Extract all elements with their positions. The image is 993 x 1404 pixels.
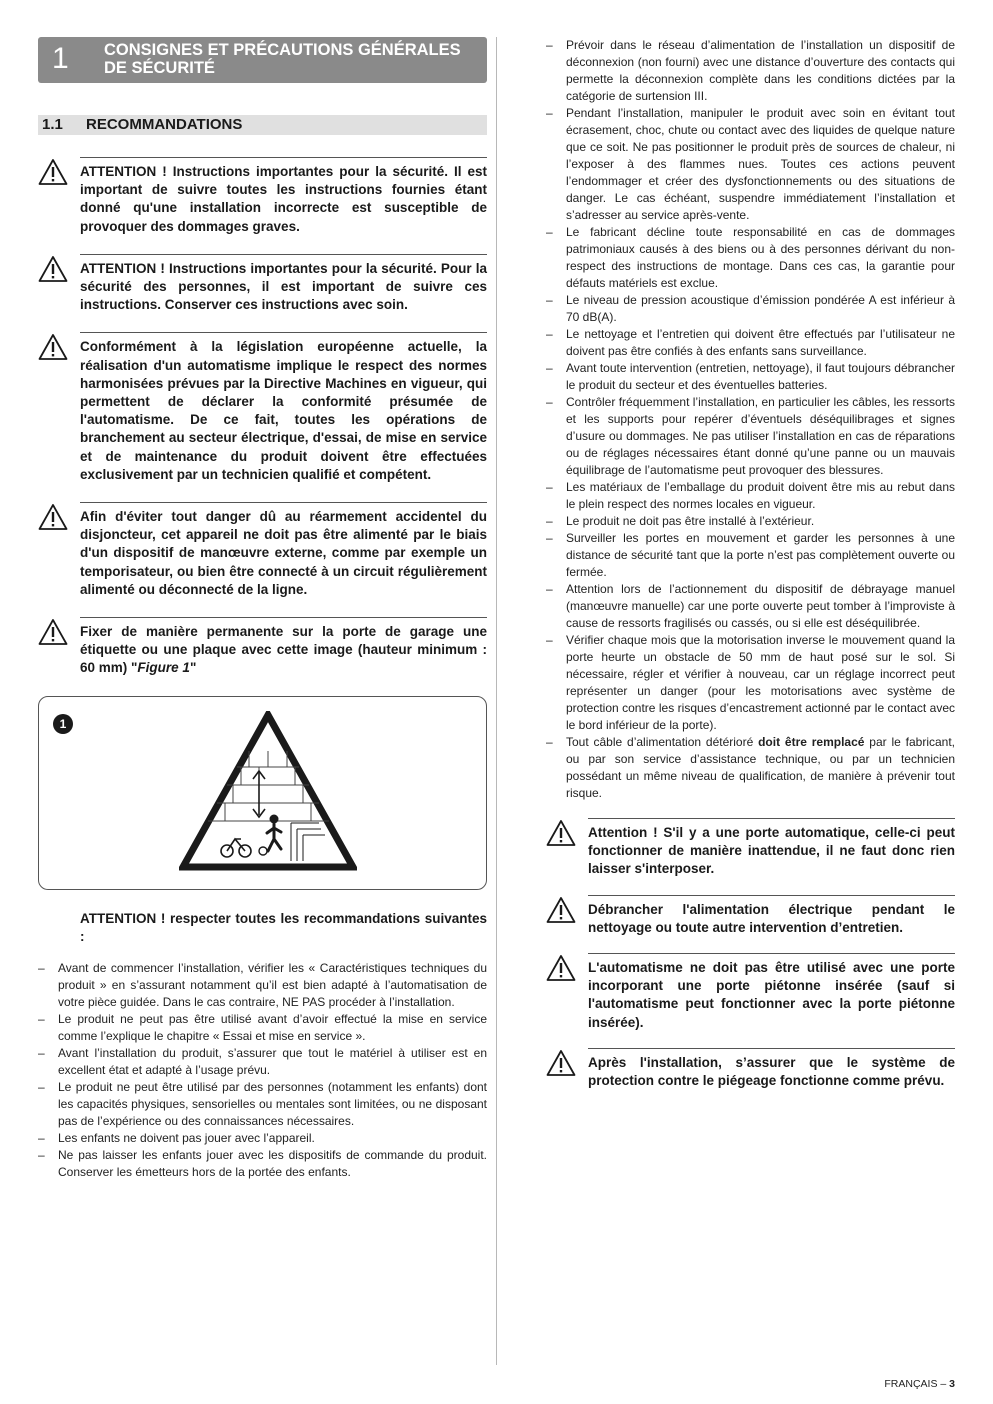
column-divider [496, 37, 497, 1365]
chapter-title: CONSIGNES ET PRÉCAUTIONS GÉNÉRALES DE SÉCURITÉ [104, 41, 461, 77]
figure-number-badge: 1 [53, 714, 73, 734]
left-recommendation-list [38, 960, 487, 1181]
warning-block: Attention ! S'il y a une porte automatique, celle-ci peut fonctionner de manière inattendue, il ne faut donc rien laisser s'interposer. [546, 818, 955, 879]
list-item: – Le produit ne peut pas être utilisé avant d’avoir effectué la mise en service comme l’explique le chapitre « Essai et mise en service ». [38, 1011, 487, 1045]
section-title: RECOMMANDATIONS [86, 116, 243, 133]
list-item: – Les enfants ne doivent pas jouer avec l’appareil. [38, 1130, 487, 1147]
chapter-number: 1 [52, 42, 69, 75]
warning-triangle-icon [38, 503, 68, 531]
warning-triangle-icon [38, 333, 68, 361]
right-column [546, 37, 955, 1090]
list-item: – Le fabricant décline toute responsabilité en cas de dommages patrimoniaux causés à des biens ou à des personnes dérivant du non-respect des instructions de montage. Dans ces cas, la garantie pour défauts matériels est exclue. [546, 224, 955, 292]
list-item: – Attention lors de l’actionnement du dispositif de débrayage manuel (manœuvre manuelle) car une porte ouverte peut tomber à l’improviste à cause de ressorts fragilisés ou cassés, ou si elle est déséquilibrée. [546, 581, 955, 632]
list-item: – Avant de commencer l’installation, vérifier les « Caractéristiques techniques du produit » en s’assurant notamment qu’il est bien adapté à l’automatisation de votre pièce guidée. Dans le cas contraire, NE PAS procéder à l’installation. [38, 960, 487, 1011]
list-item: – Les matériaux de l’emballage du produit doivent être mis au rebut dans le plein respect des normes locales en vigueur. [546, 479, 955, 513]
figure-1 [38, 696, 487, 890]
list-item: – Avant toute intervention (entretien, nettoyage), il faut toujours débrancher le produit du secteur et des éventuelles batteries. [546, 360, 955, 394]
warning-triangle-icon [546, 819, 576, 847]
warning-triangle-child-garage-door-icon [179, 711, 357, 871]
page-footer [884, 1378, 955, 1390]
left-warnings [38, 157, 487, 678]
list-item: – Pendant l’installation, manipuler le produit avec soin en évitant tout écrasement, choc, chute ou contact avec des liquides de quelque nature que ce soit. Ne pas positionner le produit près de sources de chaleur, ni l’exposer à des flammes nues. Toutes ces actions peuvent l’endommager et créer des dysfonctionnements ou des situations de danger. Le cas échéant, suspendre immédiatement l’installation et s’adresser au service après-vente. [546, 105, 955, 224]
page-number: 3 [949, 1378, 955, 1390]
list-item: – Avant l’installation du produit, s’assurer que tout le matériel à utiliser est en excellent état et adapté à l’usage prévu. [38, 1045, 487, 1079]
warning-block: Conformément à la législation européenne actuelle, la réalisation d'un automatisme implique le respect des normes harmonisées prévues par la Directive Machines en vigueur, qui permettent de déclarer la conformité présumée de l'automatisme. De ce fait, toutes les opérations de branchement au secteur électrique, d'essai, de mise en service et de maintenance du produit doivent être effectuées exclusivement par un technicien qualifié et compétent. [38, 332, 487, 484]
warning-block-figure-label: Fixer de manière permanente sur la porte de garage une étiquette ou une plaque avec cette image (hauteur minimum : 60 mm) "Figure 1" [38, 617, 487, 678]
figure-reference: Figure 1 [137, 660, 190, 676]
list-item: – Le produit ne peut être utilisé par des personnes (notamment les enfants) dont les capacités physiques, sensorielles ou mentales sont limitées, ou ne disposant pas de l’expérience ou des connaissances nécessaires. [38, 1079, 487, 1130]
list-item: – Ne pas laisser les enfants jouer avec les dispositifs de commande du produit. Conserver les émetteurs hors de la portée des enfants. [38, 1147, 487, 1181]
warning-block: Afin d'éviter tout danger dû au réarmement accidentel du disjoncteur, cet appareil ne doit pas être alimenté par le biais d'un dispositif de manœuvre externe, comme par exemple un temporisateur, ou bien être connecté à un circuit régulièrement alimenté ou déconnecté de la ligne. [38, 502, 487, 599]
warning-block: ATTENTION ! Instructions importantes pour la sécurité. Il est important de suivre toutes les instructions fournies étant donné qu'une installation incorrecte est susceptible de provoquer des dommages graves. [38, 157, 487, 236]
warning-triangle-icon [546, 954, 576, 982]
warning-block: Après l'installation, s’assurer que le système de protection contre le piégeage fonctionne comme prévu. [546, 1048, 955, 1090]
list-item: – Tout câble d’alimentation détérioré doit être remplacé par le fabricant, ou par son service d’assistance technique, ou par un technicien possédant un même niveau de qualification, de manière à prévenir tout risque. [546, 734, 955, 802]
section-number: 1.1 [42, 116, 63, 133]
warning-triangle-icon [546, 1049, 576, 1077]
warning-block: L'automatisme ne doit pas être utilisé avec une porte incorporant une porte piétonne insérée (sauf si l'automatisme peut fonctionner avec la porte piétonne insérée). [546, 953, 955, 1032]
list-item: – Surveiller les portes en mouvement et garder les personnes à une distance de sécurité tant que la porte n’est pas complètement ouverte ou fermée. [546, 530, 955, 581]
left-column [38, 37, 487, 1181]
list-item: – Contrôler fréquemment l’installation, en particulier les câbles, les ressorts et les supports pour repérer d’éventuels déséquilibrages et signes d’usure ou dommages. Ne pas utiliser l’installation en cas de réparations ou de réglages nécessaires étant donné qu’une panne ou un mauvais équilibrage de l’automatisme peut provoquer des blessures. [546, 394, 955, 479]
attention-heading: ATTENTION ! respecter toutes les recommandations suivantes : [80, 910, 487, 944]
warning-block: Débrancher l'alimentation électrique pendant le nettoyage ou toute autre intervention d’entretien. [546, 895, 955, 937]
warning-triangle-icon [38, 255, 68, 283]
warning-block: ATTENTION ! Instructions importantes pour la sécurité. Pour la sécurité des personnes, il est important de suivre ces instructions. Conserver ces instructions avec soin. [38, 254, 487, 315]
footer-language: FRANÇAIS – [884, 1378, 950, 1390]
list-item: – Le nettoyage et l’entretien qui doivent être effectués par l’utilisateur ne doivent pas être confiés à des enfants sans surveillance. [546, 326, 955, 360]
section-header [38, 115, 487, 135]
warning-triangle-icon [38, 618, 68, 646]
list-item: – Vérifier chaque mois que la motorisation inverse le mouvement quand la porte heurte un obstacle de 50 mm de haut posé sur le sol. Si nécessaire, régler et vérifier à nouveau, car un réglage incorrect peut représenter un danger (pour les motorisations avec système de protection contre les risques d’encastrement actionné par le contact avec le bord inférieur de la porte). [546, 632, 955, 734]
warning-triangle-icon [546, 896, 576, 924]
list-item: – Le produit ne doit pas être installé à l’extérieur. [546, 513, 955, 530]
list-item: – Prévoir dans le réseau d’alimentation de l’installation un dispositif de déconnexion (non fourni) avec une distance d’ouverture des contacts qui permette la déconnexion complète dans les conditions dictées par la catégorie de surtension III. [546, 37, 955, 105]
list-item: – Le niveau de pression acoustique d’émission pondérée A est inférieur à 70 dB(A). [546, 292, 955, 326]
warning-triangle-icon [38, 158, 68, 186]
chapter-header [38, 37, 487, 83]
right-recommendation-list [546, 37, 955, 802]
